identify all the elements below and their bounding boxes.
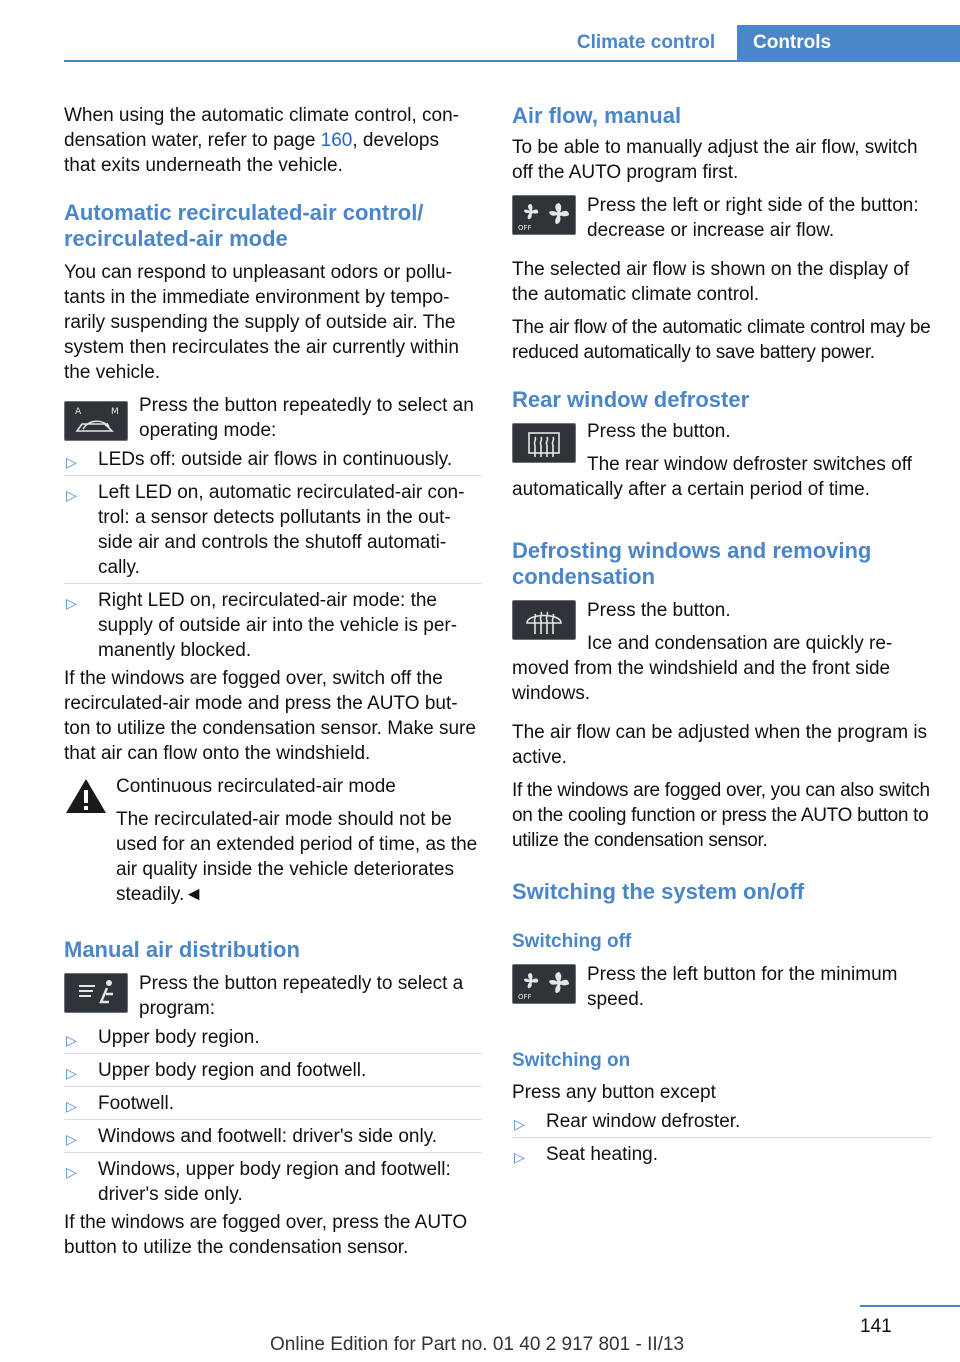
warning-body: The recirculated-air mode should not be used for an extended period of time, as the air quality inside the vehicle deteriorates steadily.◄: [116, 809, 478, 905]
rear-defroster-button-text: Press the button.: [587, 421, 731, 442]
triangle-bullet-icon: ▷: [514, 1116, 525, 1132]
distribution-after: If the windows are fogged over, press the AUTO button to utilize the condensation sensor.: [64, 1212, 468, 1258]
recirc-heading: Automatic recirculated-air control/ recirculated-air mode: [64, 200, 424, 251]
defrost-p2: If the windows are fogged over, you can also switch on the cooling function or press the AUTO button to utilize the condensation sensor.: [512, 780, 930, 851]
switching-on-heading: Switching on: [512, 1050, 631, 1071]
defrost-heading: Defrosting windows and removing condensation: [512, 538, 872, 589]
airflow-heading: Air flow, manual: [512, 103, 682, 128]
rear-defroster-body: The rear window defroster switches off automatically after a certain period of time.: [512, 454, 912, 500]
recirc-button-row: [64, 393, 482, 443]
manual-distribution-heading: Manual air distribution: [64, 937, 300, 962]
windshield-defrost-icon: [512, 600, 576, 640]
switching-off-heading: Switching off: [512, 931, 632, 952]
recirc-button-icon: [64, 401, 128, 441]
page-link[interactable]: 160: [320, 130, 353, 151]
intro-text-2: , develops: [352, 130, 439, 151]
intro-line-3: that exits underneath the vehicle.: [64, 155, 343, 176]
triangle-bullet-icon: ▷: [514, 1149, 525, 1165]
triangle-bullet-icon: ▷: [66, 1098, 77, 1114]
list-item: ▷ Rear window defroster.: [512, 1105, 932, 1138]
recirc-after: If the windows are fogged over, switch off the recirculated-air mode and press the AUTO but-ton to utilize the condensation sensor. Make sure that air can flow onto the windshield.: [64, 668, 476, 764]
list-item: ▷ Upper body region and footwell.: [64, 1054, 482, 1087]
triangle-bullet-icon: ▷: [66, 1032, 77, 1048]
intro-line-1: When using the automatic climate control, con-: [64, 105, 459, 126]
rear-defroster-icon: [512, 423, 576, 463]
rear-defroster-heading: Rear window defroster: [512, 387, 750, 412]
airflow-intro: To be able to manually adjust the air flow, switch off the AUTO program first.: [512, 137, 918, 183]
fan-off-button-icon: [512, 964, 576, 1004]
distribution-button-text: Press the button repeatedly to select a program:: [139, 973, 464, 1019]
list-item: ▷ Left LED on, automatic recirculated-air con-trol: a sensor detects pollutants in the out-side air and controls the shutoff automati-cally.: [64, 476, 482, 584]
defrost-button-text: Press the button.: [587, 600, 731, 621]
list-item: ▷ Footwell.: [64, 1087, 482, 1120]
triangle-bullet-icon: ▷: [66, 454, 77, 470]
distribution-button-row: [64, 971, 482, 1021]
intro-text: densation water, refer to page: [64, 130, 321, 151]
list-item: ▷ Upper body region.: [64, 1021, 482, 1054]
list-item: ▷ LEDs off: outside air flows in continuously.: [64, 443, 482, 476]
svg-text:OFF: OFF: [518, 224, 532, 232]
triangle-bullet-icon: ▷: [66, 1065, 77, 1081]
chapter-tab[interactable]: Climate control: [576, 32, 716, 53]
switch-on-exceptions: [512, 1105, 932, 1170]
triangle-bullet-icon: ▷: [66, 1164, 77, 1180]
list-item: ▷ Right LED on, recirculated-air mode: the supply of outside air into the vehicle is per-manently blocked.: [66, 590, 458, 661]
defrost-button-row: [512, 598, 932, 623]
list-item: ▷ Windows, upper body region and footwell: driver's side only.: [66, 1159, 451, 1205]
switch-off-button-row: [512, 962, 932, 1012]
triangle-bullet-icon: ▷: [66, 595, 77, 611]
warning-title: Continuous recirculated-air mode: [116, 776, 396, 797]
svg-text:M: M: [111, 407, 119, 417]
airflow-button-row: [512, 193, 932, 243]
list-item: ▷ Windows and footwell: driver's side only.: [64, 1120, 482, 1153]
defrost-body: Ice and condensation are quickly re-moved from the windshield and the front side windows.: [512, 633, 893, 704]
svg-text:A: A: [75, 407, 82, 417]
switch-off-text: Press the left button for the minimum speed.: [587, 964, 898, 1010]
airflow-button-text: Press the left or right side of the button: decrease or increase air flow.: [587, 195, 919, 241]
recirc-mode-list: [64, 443, 482, 666]
list-item: ▷ Seat heating.: [512, 1138, 932, 1170]
airflow-p1: The selected air flow is shown on the display of the automatic climate control.: [512, 259, 910, 305]
warning-icon: [64, 776, 108, 816]
switch-on-text: Press any button except: [512, 1082, 716, 1103]
footer-rule: [860, 1305, 960, 1307]
onoff-heading: Switching the system on/off: [512, 879, 805, 904]
intro-paragraph: [64, 103, 482, 178]
airflow-p2: The air flow of the automatic climate control may be reduced automatically to save battery power.: [512, 317, 931, 363]
footer-edition: Online Edition for Part no. 01 40 2 917 801 - II/13: [270, 1334, 685, 1355]
recirc-button-text: Press the button repeatedly to select an operating mode:: [139, 395, 474, 441]
distribution-list: [64, 1021, 482, 1210]
triangle-bullet-icon: ▷: [66, 1131, 77, 1147]
distribution-button-icon: [64, 973, 128, 1013]
section-tab[interactable]: Controls: [737, 25, 960, 62]
page-number: 141: [860, 1316, 892, 1337]
left-column: [64, 103, 482, 1260]
warning-block: [64, 774, 482, 907]
svg-text:OFF: OFF: [518, 993, 532, 1001]
fan-button-icon: [512, 195, 576, 235]
recirc-body: You can respond to unpleasant odors or pollu-tants in the immediate environment by tempo-rarily suspending the supply of outside air. The system then recirculates the air currently within the vehicle.: [64, 262, 459, 383]
rear-defroster-button-row: [512, 419, 932, 444]
defrost-p1: The air flow can be adjusted when the program is active.: [512, 722, 928, 768]
triangle-bullet-icon: ▷: [66, 487, 77, 503]
right-column: [512, 103, 932, 1170]
